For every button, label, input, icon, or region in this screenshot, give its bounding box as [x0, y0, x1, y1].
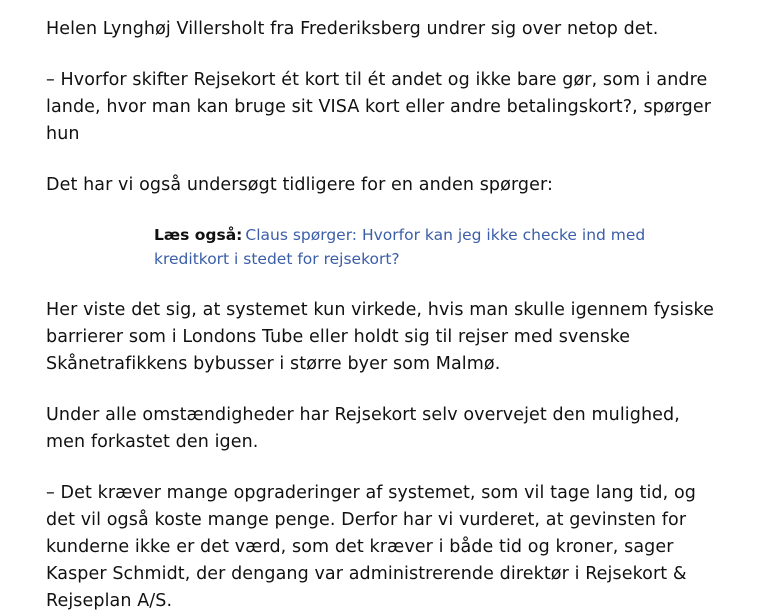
paragraph-findings: Her viste det sig, at systemet kun virkede, hvis man skulle igennem fysiske barrierer som i Londons Tube eller holdt sig til rejser med svenske Skånetrafikkens bybusser i større byer som Malmø. [46, 300, 715, 374]
read-also-link[interactable]: Claus spørger: Hvorfor kan jeg ikke checke ind med kreditkort i stedet for rejsekort? [154, 226, 646, 268]
paragraph-intro: Helen Lynghøj Villersholt fra Frederiksberg undrer sig over netop det. [46, 19, 659, 39]
read-also-label: Læs også: [154, 226, 243, 244]
paragraph-question: – Hvorfor skifter Rejsekort ét kort til ét andet og ikke bare gør, som i andre lande, hvor man kan bruge sit VISA kort eller andre betalingskort?, spørger hun [46, 70, 712, 144]
read-also-box [46, 223, 715, 271]
paragraph-lead-in: Det har vi også undersøgt tidligere for en anden spørger: [46, 175, 553, 195]
paragraph-quote: – Det kræver mange opgraderinger af systemet, som vil tage lang tid, og det vil også koste mange penge. Derfor har vi vurderet, at gevinsten for kunderne ikke er det værd, som det kræver i både tid og kroner, sager Kasper Schmidt, der dengang var administrerende direktør i Rejsekort & Rejseplan A/S. [46, 483, 696, 611]
paragraph-considered: Under alle omstændigheder har Rejsekort selv overvejet den mulighed, men forkastet den igen. [46, 405, 680, 452]
